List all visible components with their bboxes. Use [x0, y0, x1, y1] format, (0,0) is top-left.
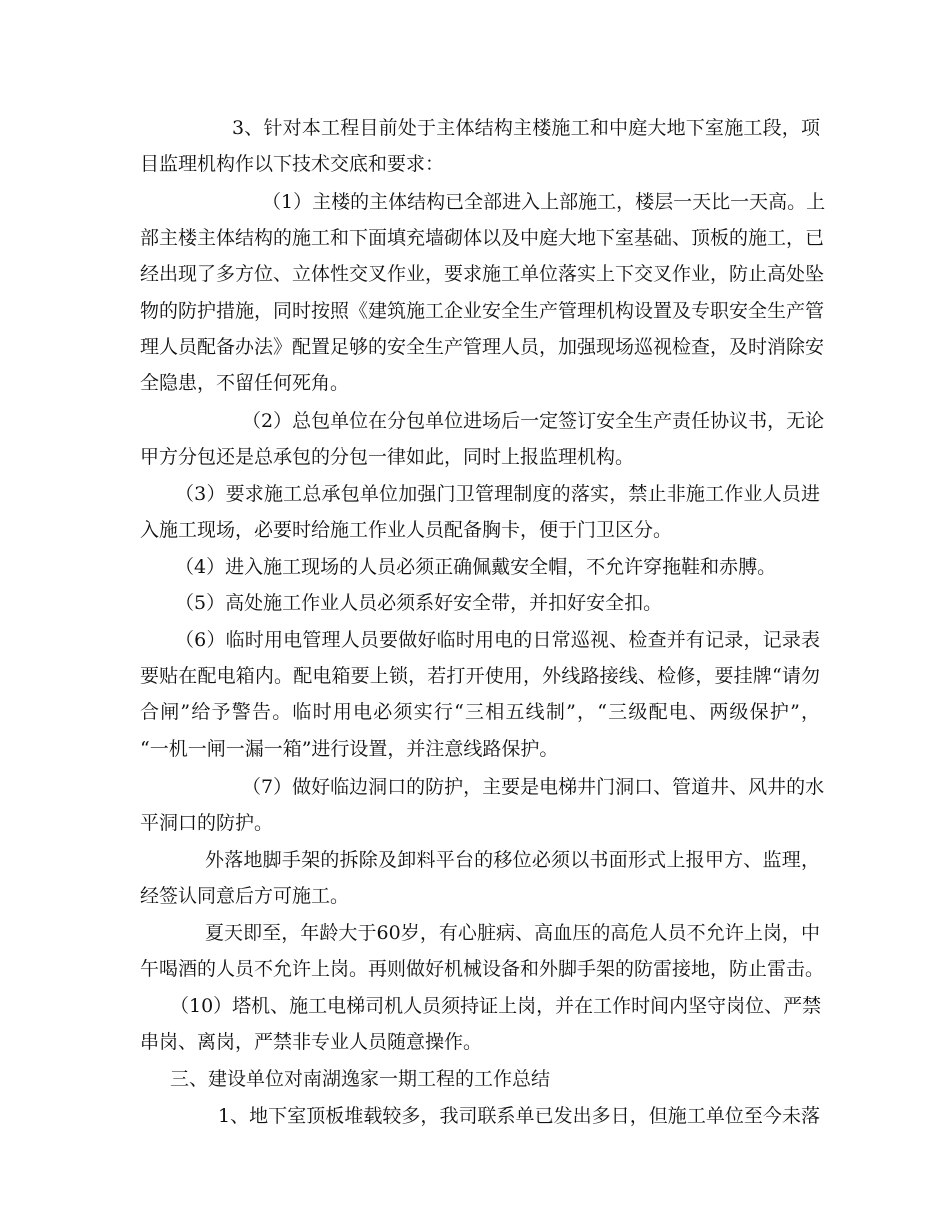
section-heading: 三、建设单位对南湖逸家一期工程的工作总结 — [170, 1068, 551, 1090]
text-line: 物的防护措施，同时按照《建筑施工企业安全生产管理机构设置及专职安全生产管 — [140, 300, 825, 322]
text-line: （6）临时用电管理人员要做好临时用电的日常巡视、检查并有记录，记录表 — [175, 629, 820, 651]
text-line: 夏天即至，年龄大于60岁，有心脏病、高血压的高危人员不允许上岗，中 — [205, 922, 820, 944]
text-line: （5）高处施工作业人员必须系好安全带，并扣好安全扣。 — [175, 592, 663, 614]
text-line: 要贴在配电箱内。配电箱要上锁，若打开使用，外线路接线、检修，要挂牌“请勿 — [140, 665, 820, 687]
text-line: 经出现了多方位、立体性交叉作业，要求施工单位落实上下交叉作业，防止高处坠 — [140, 263, 825, 285]
text-line: 入施工现场，必要时给施工作业人员配备胸卡，便于门卫区分。 — [140, 519, 673, 541]
text-line: 1、地下室顶板堆载较多，我司联系单已发出多日，但施工单位至今未落 — [218, 1105, 820, 1127]
text-line: （1）主楼的主体结构已全部进入上部施工，楼层一天比一天高。上 — [262, 191, 826, 213]
text-line: 甲方分包还是总承包的分包一律如此，同时上报监理机构。 — [140, 446, 635, 468]
text-line: 全隐患，不留任何死角。 — [140, 372, 350, 394]
text-line: （3）要求施工总承包单位加强门卫管理制度的落实，禁止非施工作业人员进 — [175, 483, 820, 505]
text-line: 串岗、离岗，严禁非专业人员随意操作。 — [140, 1031, 483, 1053]
text-line: （4）进入施工现场的人员必须正确佩戴安全帽，不允许穿拖鞋和赤膊。 — [175, 556, 777, 578]
text-line: 午喝酒的人员不允许上岗。再则做好机械设备和外脚手架的防雷接地，防止雷击。 — [140, 958, 825, 980]
text-line: （10）塔机、施工电梯司机人员须持证上岗，并在工作时间内坚守岗位、严禁 — [170, 995, 822, 1017]
text-line: 合闸”给予警告。临时用电必须实行“三相五线制”，“三级配电、两级保护”， — [140, 701, 820, 723]
text-line: （2）总包单位在分包单位进场后一定签订安全生产责任协议书，无论 — [242, 410, 825, 432]
text-line: “一机一闸一漏一箱”进行设置，并注意线路保护。 — [140, 738, 559, 760]
text-line: （7）做好临边洞口的防护，主要是电梯井门洞口、管道井、风井的水 — [242, 776, 825, 798]
text-line: 目监理机构作以下技术交底和要求： — [140, 153, 445, 175]
text-line: 经签认同意后方可施工。 — [140, 885, 350, 907]
text-line: 3、针对本工程目前处于主体结构主楼施工和中庭大地下室施工段，项 — [232, 117, 820, 139]
text-line: 理人员配备办法》配置足够的安全生产管理人员，加强现场巡视检查，及时消除安 — [140, 336, 825, 358]
text-line: 平洞口的防护。 — [140, 812, 274, 834]
text-line: 外落地脚手架的拆除及卸料平台的移位必须以书面形式上报甲方、监理， — [205, 849, 820, 871]
text-line: 部主楼主体结构的施工和下面填充墙砌体以及中庭大地下室基础、顶板的施工，已 — [140, 227, 825, 249]
